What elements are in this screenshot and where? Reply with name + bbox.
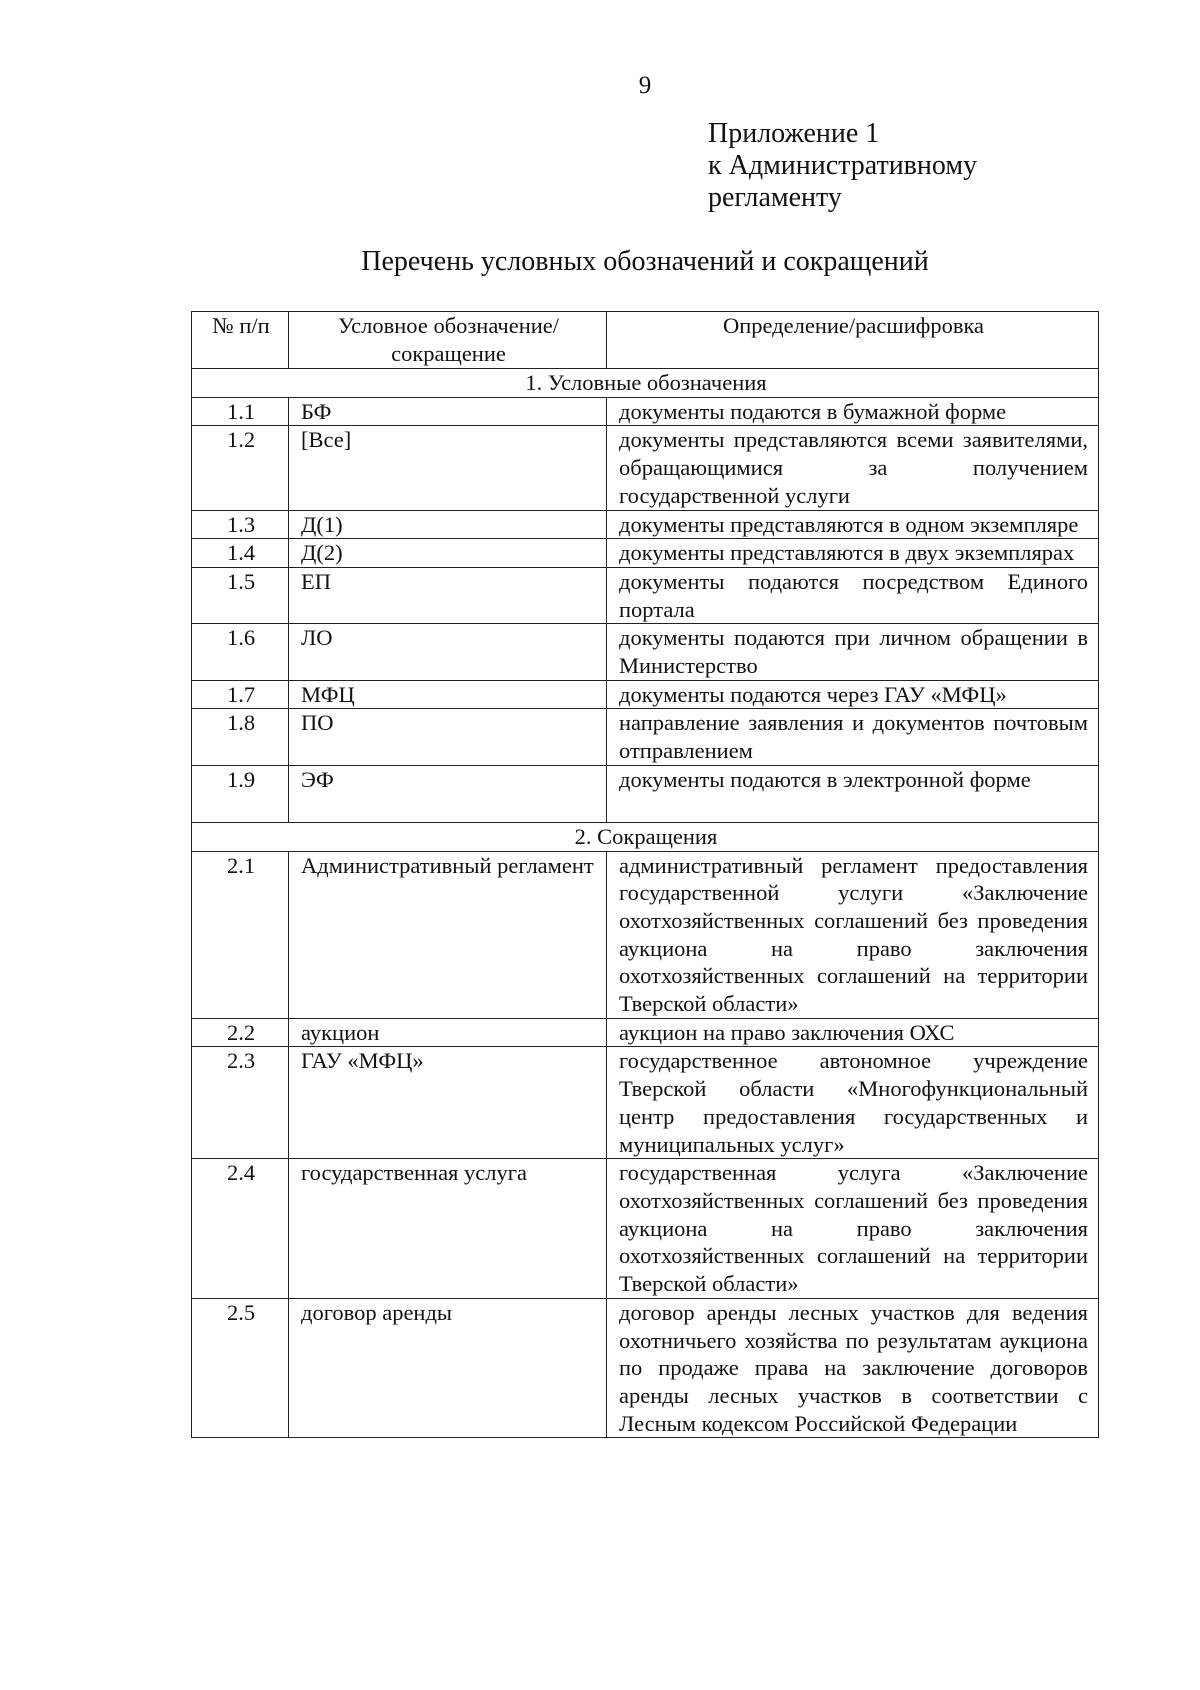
row-number: 1.4 xyxy=(192,539,289,568)
row-term: ЛО xyxy=(289,624,607,680)
row-number: 2.2 xyxy=(192,1018,289,1047)
table-row xyxy=(192,567,1099,623)
table-row xyxy=(192,1018,1099,1047)
row-definition: государственная услуга «Заключение охотхозяйственных соглашений без проведения аукциона на право заключения охотхозяйственных соглашений на территории Тверской области» xyxy=(607,1159,1099,1299)
row-term: МФЦ xyxy=(289,680,607,709)
row-definition: документы подаются в электронной форме xyxy=(607,765,1099,822)
row-term: аукцион xyxy=(289,1018,607,1047)
row-term: Административный регламент xyxy=(289,851,607,1018)
table-row xyxy=(192,1159,1099,1299)
row-term: ПО xyxy=(289,709,607,765)
row-number: 1.3 xyxy=(192,510,289,539)
abbreviations-table xyxy=(191,311,1099,1438)
row-term: ЭФ xyxy=(289,765,607,822)
row-term: ЕП xyxy=(289,567,607,623)
row-definition: договор аренды лесных участков для ведения охотничьего хозяйства по результатам аукциона по продаже права на заключение договоров аренды лесных участков в соответствии с Лесным кодексом Российской Федерации xyxy=(607,1298,1099,1438)
header-number: № п/п xyxy=(192,312,289,369)
row-number: 1.2 xyxy=(192,426,289,510)
row-definition: аукцион на право заключения ОХС xyxy=(607,1018,1099,1047)
section-title: 2. Сокращения xyxy=(192,822,1099,851)
row-term: БФ xyxy=(289,397,607,426)
row-number: 1.9 xyxy=(192,765,289,822)
table-row xyxy=(192,1298,1099,1438)
row-term: договор аренды xyxy=(289,1298,607,1438)
header-definition: Определение/расшифровка xyxy=(607,312,1099,369)
row-number: 1.5 xyxy=(192,567,289,623)
table-row xyxy=(192,709,1099,765)
row-term: Д(1) xyxy=(289,510,607,539)
row-number: 2.4 xyxy=(192,1159,289,1299)
document-title: Перечень условных обозначений и сокращений xyxy=(361,246,929,277)
row-definition: документы подаются в бумажной форме xyxy=(607,397,1099,426)
row-definition: административный регламент предоставления государственной услуги «Заключение охотхозяйственных соглашений без проведения аукциона на право заключения охотхозяйственных соглашений на территории Тверской области» xyxy=(607,851,1099,1018)
section-row xyxy=(192,822,1099,851)
table-row xyxy=(192,624,1099,680)
table-row xyxy=(192,765,1099,822)
table-row xyxy=(192,851,1099,1018)
table-header-row xyxy=(192,312,1099,369)
table-row xyxy=(192,397,1099,426)
table-row xyxy=(192,539,1099,568)
appendix-line-1: Приложение 1 xyxy=(708,118,880,149)
table-row xyxy=(192,510,1099,539)
appendix-line-3: регламенту xyxy=(708,182,842,213)
section-row xyxy=(192,369,1099,398)
appendix-note xyxy=(708,118,977,214)
row-definition: документы подаются при личном обращении в Министерство xyxy=(607,624,1099,680)
row-definition: документы представляются всеми заявителями, обращающимися за получением государственной услуги xyxy=(607,426,1099,510)
row-number: 1.8 xyxy=(192,709,289,765)
row-number: 2.3 xyxy=(192,1047,289,1159)
row-term: Д(2) xyxy=(289,539,607,568)
header-term: Условное обозначение/сокращение xyxy=(289,312,607,369)
row-definition: государственное автономное учреждение Тверской области «Многофункциональный центр предоставления государственных и муниципальных услуг» xyxy=(607,1047,1099,1159)
row-definition: документы представляются в одном экземпляре xyxy=(607,510,1099,539)
row-number: 1.7 xyxy=(192,680,289,709)
row-term: [Все] xyxy=(289,426,607,510)
row-definition: направление заявления и документов почтовым отправлением xyxy=(607,709,1099,765)
row-term: ГАУ «МФЦ» xyxy=(289,1047,607,1159)
row-definition: документы подаются посредством Единого портала xyxy=(607,567,1099,623)
table-row xyxy=(192,680,1099,709)
row-number: 2.5 xyxy=(192,1298,289,1438)
row-number: 1.6 xyxy=(192,624,289,680)
row-definition: документы представляются в двух экземплярах xyxy=(607,539,1099,568)
appendix-line-2: к Административному xyxy=(708,150,978,181)
row-term: государственная услуга xyxy=(289,1159,607,1299)
table-row xyxy=(192,1047,1099,1159)
row-definition: документы подаются через ГАУ «МФЦ» xyxy=(607,680,1099,709)
row-number: 1.1 xyxy=(192,397,289,426)
page-number: 9 xyxy=(638,72,652,99)
row-number: 2.1 xyxy=(192,851,289,1018)
section-title: 1. Условные обозначения xyxy=(192,369,1099,398)
table-row xyxy=(192,426,1099,510)
